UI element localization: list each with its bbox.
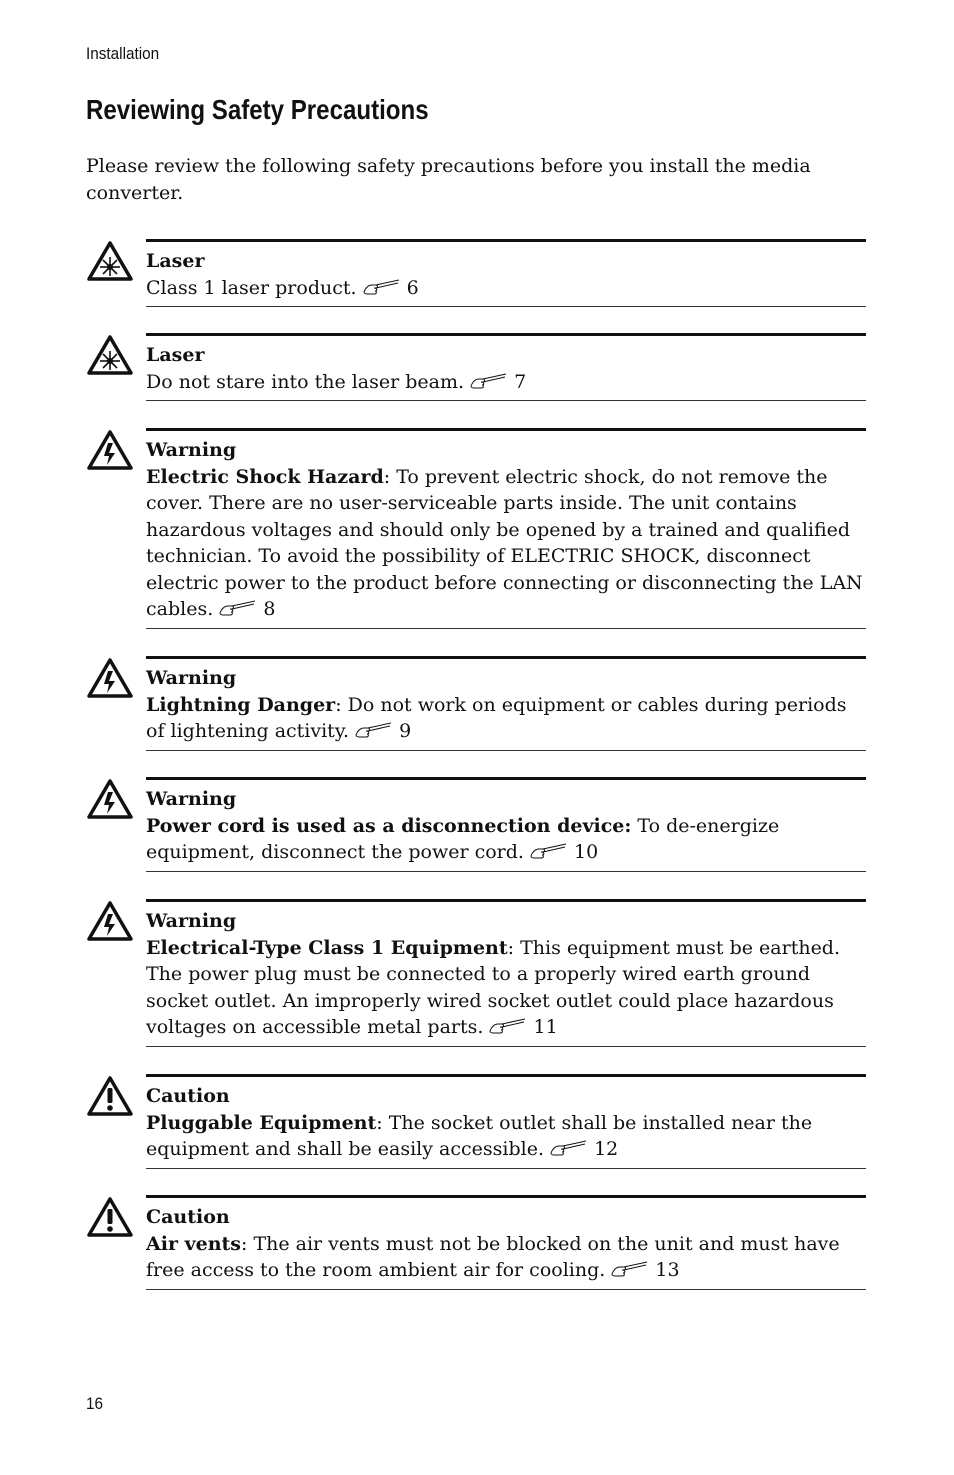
safety-notice <box>86 899 866 1047</box>
hand-pointer-icon <box>550 1140 588 1156</box>
caution-icon <box>86 1195 134 1239</box>
notice-description: : Do not work on equipment or cables during periods of lightening activity. <box>146 693 847 742</box>
notice-ref-number: 7 <box>514 370 527 393</box>
notice-lead: Pluggable Equipment <box>146 1111 377 1134</box>
notice-body <box>146 777 866 872</box>
hand-pointer-icon <box>470 373 508 389</box>
notice-body <box>146 1195 866 1290</box>
notice-body <box>146 333 866 401</box>
notice-text <box>146 1112 812 1161</box>
notice-text <box>146 277 419 299</box>
notice-lead: Power cord is used as a disconnection device: <box>146 814 632 837</box>
electric-shock-warning-icon <box>86 428 134 472</box>
notice-description: Class 1 laser product. <box>146 276 357 299</box>
safety-notice <box>86 1195 866 1290</box>
notice-body <box>146 428 866 629</box>
page-number: 16 <box>86 1394 104 1413</box>
hand-pointer-icon <box>219 600 257 616</box>
notice-ref-number: 13 <box>655 1259 680 1281</box>
notice-label: Warning <box>146 788 237 810</box>
notice-label: Warning <box>146 439 237 461</box>
safety-notice <box>86 333 866 401</box>
notice-lead: Electrical-Type Class 1 Equipment <box>146 936 508 959</box>
notice-body <box>146 239 866 307</box>
notice-label: Caution <box>146 1085 230 1107</box>
intro-paragraph: Please review the following safety precautions before you install the media converter. <box>86 155 811 204</box>
electric-shock-warning-icon <box>86 899 134 943</box>
laser-warning-icon <box>86 239 134 283</box>
notice-ref-number: 10 <box>574 841 599 863</box>
safety-notice <box>86 239 866 307</box>
hand-pointer-icon <box>355 722 393 738</box>
notice-ref-number: 9 <box>399 720 412 742</box>
notice-ref-number: 6 <box>406 276 419 299</box>
notice-ref-number: 8 <box>263 598 276 620</box>
notice-body <box>146 899 866 1047</box>
notice-text <box>146 466 863 621</box>
notice-ref-number: 11 <box>533 1016 558 1038</box>
hand-pointer-icon <box>489 1018 527 1034</box>
notice-description: To de-energize equipment, disconnect the power cord. <box>146 814 780 863</box>
caution-icon <box>86 1074 134 1118</box>
safety-notice <box>86 428 866 629</box>
page-title: Reviewing Safety Precautions <box>86 94 429 125</box>
safety-notice <box>86 1074 866 1169</box>
notice-label: Warning <box>146 910 237 932</box>
notice-text <box>146 937 840 1039</box>
notice-label: Laser <box>146 250 205 272</box>
notice-label: Warning <box>146 667 237 689</box>
notice-text <box>146 815 779 864</box>
safety-notice <box>86 777 866 872</box>
notice-description: : To prevent electric shock, do not remove the cover. There are no user-serviceable parts inside. The unit contains hazardous voltages and should only be opened by a trained and qualified technician. To avoid the possibility of ELECTRIC SHOCK, disconnect electric power to the product before connecting or disconnecting the LAN cables. <box>146 465 863 620</box>
notice-ref-number: 12 <box>594 1138 619 1160</box>
hand-pointer-icon <box>363 279 401 295</box>
running-head: Installation <box>86 44 160 63</box>
notice-description: : This equipment must be earthed. The power plug must be connected to a properly wired earth ground socket outlet. An improperly wired socket outlet could place hazardous voltages on accessible metal parts. <box>146 936 841 1038</box>
notice-description: : The air vents must not be blocked on the unit and must have free access to the room ambient air for cooling. <box>146 1232 840 1281</box>
notice-body <box>146 656 866 751</box>
hand-pointer-icon <box>530 843 568 859</box>
laser-warning-icon <box>86 333 134 377</box>
hand-pointer-icon <box>611 1261 649 1277</box>
safety-notice <box>86 656 866 751</box>
notice-label: Caution <box>146 1206 230 1228</box>
notice-description: : The socket outlet shall be installed near the equipment and shall be easily accessible. <box>146 1111 813 1160</box>
notice-lead: Air vents <box>146 1232 241 1255</box>
notice-label: Laser <box>146 344 205 366</box>
notice-body <box>146 1074 866 1169</box>
notice-lead: Lightning Danger <box>146 693 336 716</box>
notice-text <box>146 694 847 743</box>
notice-text <box>146 1233 840 1282</box>
notice-lead: Electric Shock Hazard <box>146 465 384 488</box>
notice-description: Do not stare into the laser beam. <box>146 370 465 393</box>
notice-text <box>146 371 526 393</box>
electric-shock-warning-icon <box>86 777 134 821</box>
electric-shock-warning-icon <box>86 656 134 700</box>
